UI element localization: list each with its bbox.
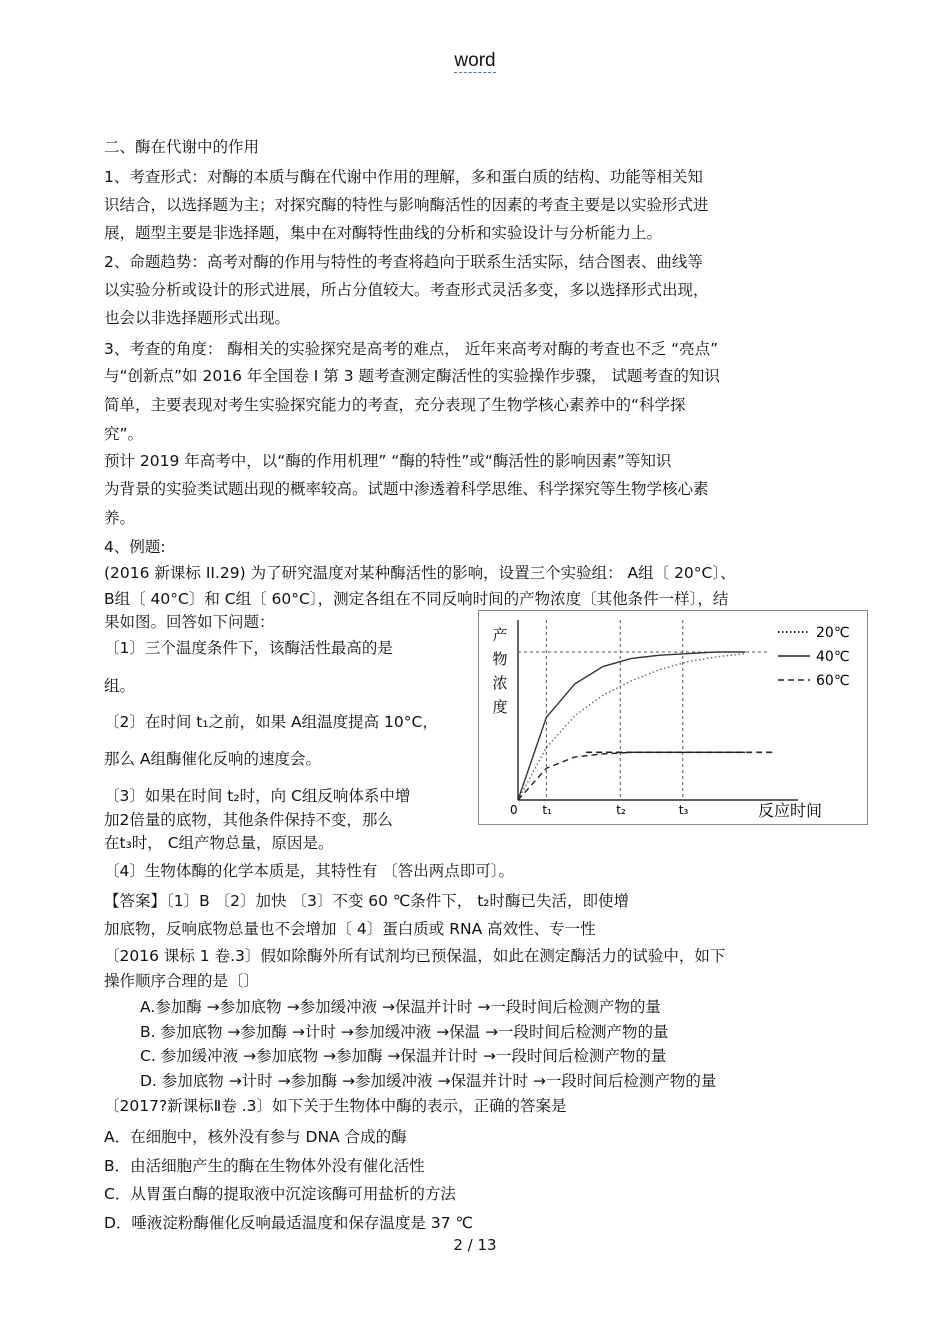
y-axis-label: 度 — [492, 698, 508, 716]
page-number: 2 / 13 — [453, 1236, 497, 1254]
question-line: 加2倍量的底物，其他条件保持不变，那么 — [104, 811, 393, 829]
text-line: 操作顺序合理的是〔〕 — [104, 972, 260, 990]
option-a: A.参加酶 →参加底物 →参加缓冲液 →保温并计时 →一段时间后检测产物的量 — [140, 998, 661, 1016]
x-axis-label: 反应时间 — [758, 801, 823, 820]
y-axis-label: 产 — [492, 626, 508, 644]
chart-frame — [479, 611, 868, 825]
text-line: 预计 2019 年高考中，以“酶的作用机理” “酶的特性”或“酶活性的影响因素”等知识 — [104, 452, 672, 470]
text-line: 〔2016 课标 1 卷.3〕假如除酶外所有试剂均已预保温，如此在测定酶活力的试验中，如下 — [104, 947, 726, 965]
text-line: 展，题型主要是非选择题，集中在对酶特性曲线的分析和实验设计与分析能力上。 — [104, 224, 663, 242]
option-a: A．在细胞中，核外没有参与 DNA 合成的酶 — [104, 1128, 407, 1146]
page-header — [0, 50, 950, 72]
question-line: 〔4〕生物体酶的化学本质是，其特性有 〔答出两点即可〕。 — [104, 862, 515, 880]
tick-label: t₃ — [678, 803, 689, 817]
text-line: 识结合，以选择题为主；对探究酶的特性与影响酶活性的因素的考查主要是以实验形式进 — [104, 196, 709, 214]
legend-label: 20℃ — [816, 625, 850, 641]
text-line: 〔2017?新课标Ⅱ卷 .3〕如下关于生物体中酶的表示，正确的答案是 — [104, 1097, 567, 1115]
text-line: 4、例题: — [104, 538, 166, 556]
option-b: B. 参加底物 →参加酶 →计时 →参加缓冲液 →保温 →一段时间后检测产物的量 — [140, 1023, 669, 1041]
section-title: 二、酶在代谢中的作用 — [104, 138, 260, 156]
text-line: 3、考查的角度： 酶相关的实验探究是高考的难点， 近年来高考对酶的考查也不乏 “亮点” — [104, 340, 719, 358]
legend-label: 40℃ — [816, 649, 850, 665]
question-line: 〔2〕在时间 t₁之前，如果 A组温度提高 10°C， — [104, 713, 438, 731]
question-line: 在t₃时， C组产物总量，原因是。 — [104, 834, 334, 852]
option-c: C．从胃蛋白酶的提取液中沉淀该酶可用盐析的方法 — [104, 1185, 456, 1203]
question-line: 〔3〕如果在时间 t₂时，向 C组反响体系中增 — [104, 787, 411, 805]
text-line: 也会以非选择题形式出现。 — [104, 309, 291, 327]
text-line: 与“创新点”如 2016 年全国卷 I 第 3 题考查测定酶活性的实验操作步骤， 试题考查的知识 — [104, 367, 720, 385]
option-b: B．由活细胞产生的酶在生物体外没有催化活性 — [104, 1157, 425, 1175]
text-line: 2、命题趋势：高考对酶的作用与特性的考查将趋向于联系生活实际，结合图表、曲线等 — [104, 253, 703, 271]
question-line: 〔1〕三个温度条件下，该酶活性最高的是 — [104, 639, 393, 657]
option-d: D．唾液淀粉酶催化反响最适温度和保存温度是 37 ℃ — [104, 1214, 473, 1232]
header-word: word — [454, 50, 496, 71]
question-line: 那么 A组酶催化反响的速度会。 — [104, 750, 322, 768]
option-c: C. 参加缓冲液 →参加底物 →参加酶 →保温并计时 →一段时间后检测产物的量 — [140, 1047, 667, 1065]
enzyme-chart — [478, 610, 868, 825]
text-line: B组〔 40°C〕和 C组〔 60°C〕，测定各组在不同反响时间的产物浓度〔其他条件一样〕，结 — [104, 590, 729, 608]
tick-label: 0 — [510, 803, 518, 817]
text-line: 简单，主要表现对考生实验探究能力的考查，充分表现了生物学核心素养中的“科学探 — [104, 396, 686, 414]
text-line: 果如图。回答如下问题： — [104, 613, 275, 631]
tick-label: t₁ — [542, 803, 552, 817]
option-d: D. 参加底物 →计时 →参加酶 →参加缓冲液 →保温并计时 →一段时间后检测产物的量 — [140, 1072, 717, 1090]
answer-line: 【答案】〔1〕B 〔2〕加快 〔3〕不变 60 ℃条件下， t₂时酶已失活，即使增 — [104, 892, 630, 910]
y-axis-label: 物 — [492, 650, 508, 668]
text-line: 为背景的实验类试题出现的概率较高。试题中渗透着科学思维、科学探究等生物学核心素 — [104, 480, 709, 498]
text-line: 究”。 — [104, 425, 144, 443]
legend-label: 60℃ — [816, 673, 850, 689]
tick-label: t₂ — [616, 803, 626, 817]
text-line: 以实验分析或设计的形式进展，所占分值较大。考查形式灵活多变，多以选择形式出现， — [104, 281, 709, 299]
question-line: 组。 — [104, 677, 136, 695]
text-line: 养。 — [104, 509, 136, 527]
text-line: 1、考查形式：对酶的本质与酶在代谢中作用的理解，多和蛋白质的结构、功能等相关知 — [104, 168, 703, 186]
y-axis-label: 浓 — [492, 674, 508, 692]
text-line: (2016 新课标 II.29) 为了研究温度对某种酶活性的影响，设置三个实验组： A组〔 20°C〕、 — [104, 564, 736, 582]
answer-line: 加底物，反响底物总量也不会增加〔 4〕蛋白质或 RNA 高效性、专一性 — [104, 920, 596, 938]
